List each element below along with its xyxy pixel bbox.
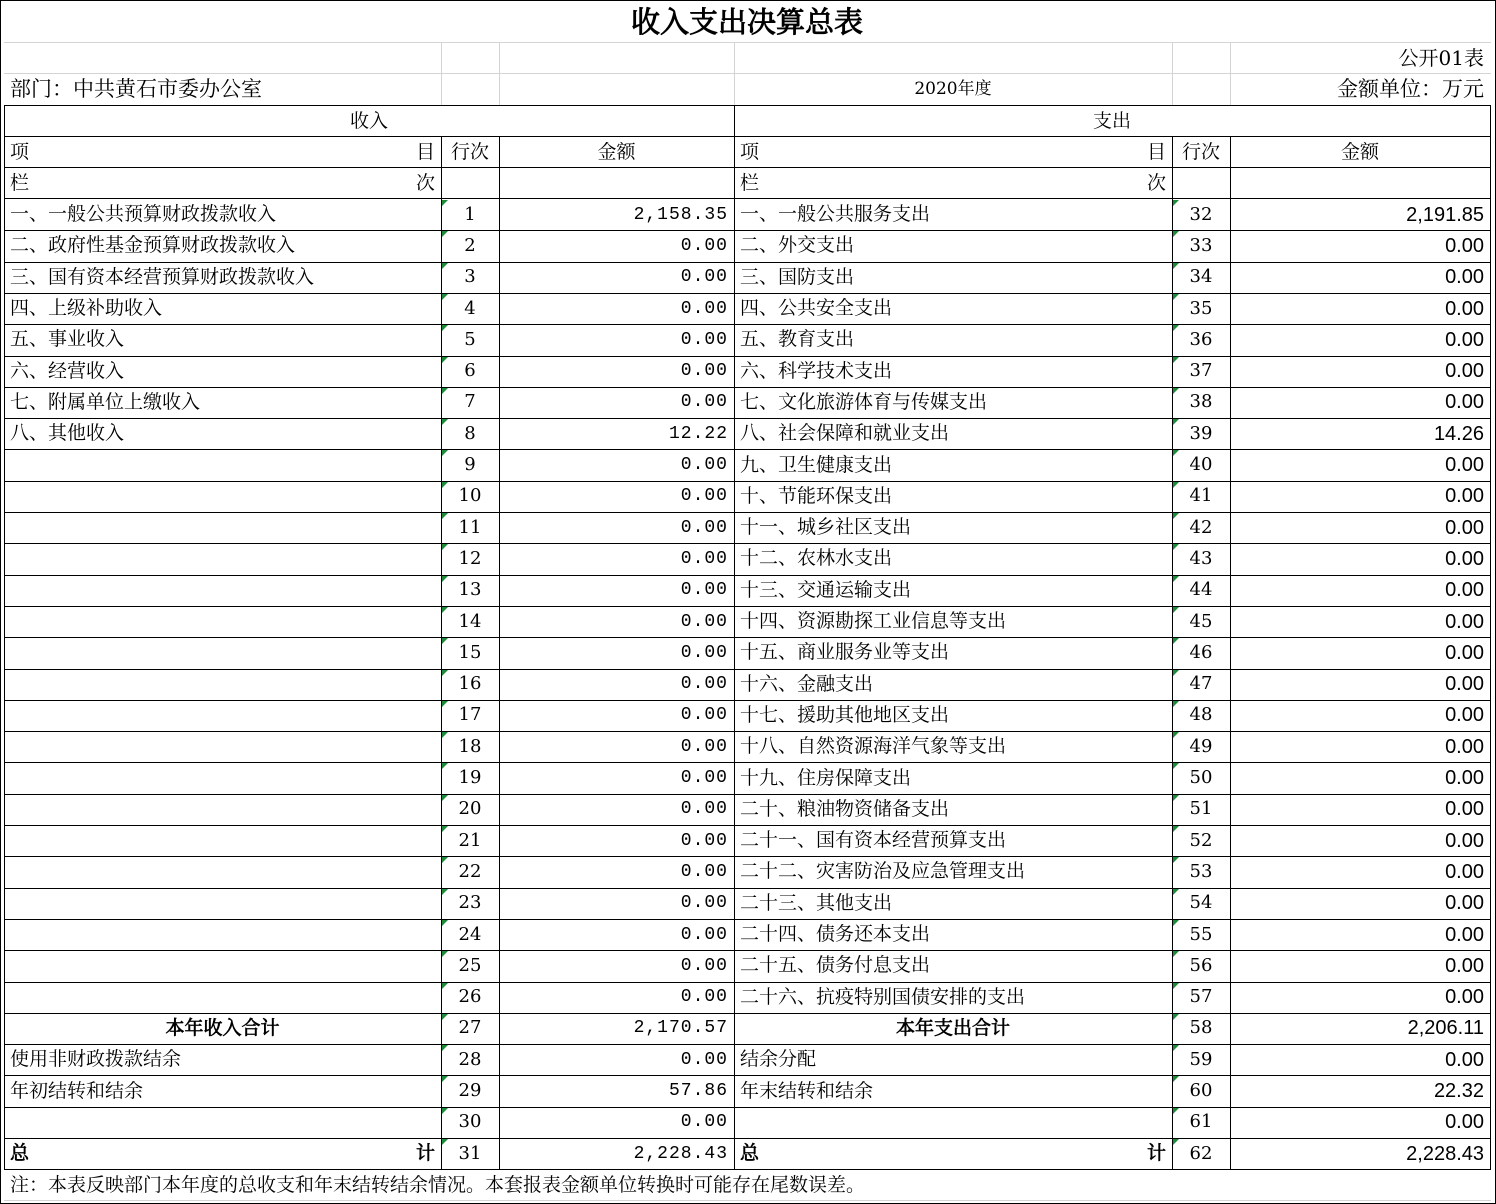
cell-note-marker — [442, 826, 448, 832]
expense-amount: 0.00 — [1445, 454, 1484, 477]
income-amount: 0.00 — [680, 768, 728, 789]
income-row-number: 14 — [458, 610, 482, 632]
income-row-number: 13 — [458, 579, 482, 601]
income-item-label — [4, 543, 441, 574]
expense-item-label: 七、文化旅游体育与传媒支出 — [740, 390, 988, 413]
income-amount: 0.00 — [680, 736, 728, 757]
income-amount: 0.00 — [680, 235, 728, 256]
expense-item-label: 一、一般公共服务支出 — [740, 203, 931, 226]
income-item-label — [4, 762, 441, 793]
income-item-label: 本年收入合计 — [165, 1016, 280, 1039]
income-amount: 0.00 — [680, 924, 728, 945]
income-item-label — [4, 606, 441, 637]
cell-note-marker — [442, 513, 448, 519]
expense-item-label: 二十、粮油物资储备支出 — [740, 797, 950, 820]
expense-row-number: 44 — [1189, 579, 1213, 601]
expense-amount: 0.00 — [1445, 735, 1484, 758]
expense-item-label: 二十六、抗疫特别国债安排的支出 — [740, 985, 1026, 1008]
income-item-label — [4, 575, 441, 606]
cell-note-marker — [1173, 576, 1179, 582]
expense-ci-label: 次 — [1146, 171, 1166, 194]
cell-note-marker — [442, 795, 448, 801]
income-row-number: 28 — [458, 1048, 482, 1070]
expense-row-number: 38 — [1189, 391, 1213, 413]
cell-note-marker — [442, 1108, 448, 1114]
grand-total-income-amount: 2,228.43 — [633, 1143, 728, 1164]
income-item-label: 二、政府性基金预算财政拨款收入 — [10, 234, 296, 257]
expense-item-label: 十九、住房保障支出 — [740, 766, 912, 789]
cell-note-marker — [1173, 1014, 1179, 1020]
expense-item-label: 十八、自然资源海洋气象等支出 — [740, 735, 1007, 758]
income-amount-header: 金额 — [597, 140, 636, 163]
expense-amount: 0.00 — [1445, 547, 1484, 570]
expense-row-number: 34 — [1189, 266, 1213, 288]
expense-amount: 2,206.11 — [1407, 1017, 1484, 1040]
expense-item-label: 十、节能环保支出 — [740, 484, 893, 507]
department-label: 部门：中共黄石市委办公室 — [10, 76, 262, 101]
expense-item-label: 十七、援助其他地区支出 — [740, 703, 950, 726]
income-row-number: 9 — [464, 454, 476, 476]
expense-rowno-header: 行次 — [1181, 140, 1220, 163]
expense-item-label: 十二、农林水支出 — [740, 547, 893, 570]
table-code: 公开01表 — [1398, 46, 1484, 70]
expense-amount: 0.00 — [1445, 579, 1484, 602]
expense-row-number: 32 — [1189, 203, 1213, 225]
expense-row-number: 45 — [1189, 610, 1213, 632]
expense-item-label: 十三、交通运输支出 — [740, 578, 912, 601]
expense-amount: 0.00 — [1445, 610, 1484, 633]
cell-note-marker — [442, 325, 448, 331]
expense-amount: 0.00 — [1445, 328, 1484, 351]
cell-note-marker — [1173, 357, 1179, 363]
expense-item-label: 二十四、债务还本支出 — [740, 923, 931, 946]
income-item-label — [4, 731, 441, 762]
income-amount: 0.00 — [680, 642, 728, 663]
income-amount: 0.00 — [680, 893, 728, 914]
cell-note-marker — [442, 920, 448, 926]
income-row-number: 23 — [458, 892, 482, 914]
cell-note-marker — [442, 357, 448, 363]
expense-item-label: 五、教育支出 — [740, 328, 855, 351]
cell-note-marker — [442, 419, 448, 425]
expense-amount: 0.00 — [1445, 860, 1484, 883]
grand-total-expense-rowno: 62 — [1189, 1142, 1213, 1164]
income-item-label: 八、其他收入 — [10, 422, 125, 445]
grand-total-label-right: 计 — [1146, 1142, 1166, 1165]
income-amount: 0.00 — [680, 329, 728, 350]
income-item-label — [4, 512, 441, 543]
income-row-number: 30 — [458, 1111, 482, 1133]
expense-amount: 0.00 — [1445, 360, 1484, 383]
expense-amount: 0.00 — [1445, 641, 1484, 664]
cell-note-marker — [442, 889, 448, 895]
expense-item-label: 年末结转和结余 — [740, 1079, 874, 1102]
income-amount: 0.00 — [680, 705, 728, 726]
income-row-number: 12 — [458, 547, 482, 569]
income-row-number: 29 — [458, 1080, 482, 1102]
cell-note-marker — [442, 1045, 448, 1051]
income-amount: 0.00 — [680, 580, 728, 601]
expense-header: 支出 — [1092, 109, 1131, 132]
table-border — [4, 105, 5, 1170]
income-item-label — [4, 637, 441, 668]
expense-row-number: 56 — [1189, 954, 1213, 976]
expense-item-label: 结余分配 — [740, 1048, 817, 1071]
expense-amount: 0.00 — [1445, 391, 1484, 414]
income-row-number: 24 — [458, 923, 482, 945]
expense-item-label — [734, 1107, 1172, 1138]
income-row-number: 11 — [458, 516, 482, 538]
income-row-number: 3 — [464, 266, 476, 288]
expense-amount: 0.00 — [1445, 767, 1484, 790]
income-row-number: 7 — [464, 391, 476, 413]
expense-item-label: 十六、金融支出 — [740, 672, 874, 695]
expense-amount: 0.00 — [1445, 892, 1484, 915]
expense-amount: 0.00 — [1445, 986, 1484, 1009]
income-amount: 0.00 — [680, 486, 728, 507]
expense-row-number: 46 — [1189, 641, 1213, 663]
income-item-label — [4, 919, 441, 950]
income-item-label — [4, 825, 441, 856]
income-row-number: 21 — [458, 829, 482, 851]
income-row-number: 10 — [458, 485, 482, 507]
grand-total-expense-amount: 2,228.43 — [1406, 1142, 1484, 1165]
expense-row-number: 49 — [1189, 735, 1213, 757]
page-title: 收入支出决算总表 — [630, 6, 863, 39]
income-item-label: 七、附属单位上缴收入 — [10, 390, 201, 413]
income-amount: 0.00 — [680, 987, 728, 1008]
expense-row-number: 43 — [1189, 547, 1213, 569]
expense-item-label: 九、卫生健康支出 — [740, 453, 893, 476]
expense-amount: 0.00 — [1445, 704, 1484, 727]
expense-amount: 0.00 — [1445, 798, 1484, 821]
page-border — [0, 0, 1, 1204]
expense-item-label: 八、社会保障和就业支出 — [740, 422, 950, 445]
cell-note-marker — [442, 294, 448, 300]
cell-note-marker — [442, 231, 448, 237]
expense-item-label: 十四、资源勘探工业信息等支出 — [740, 610, 1007, 633]
expense-item-label: 四、公共安全支出 — [740, 297, 893, 320]
expense-amount: 0.00 — [1445, 954, 1484, 977]
cell-note-marker — [1173, 1108, 1179, 1114]
income-item-label — [4, 856, 441, 887]
expense-row-number: 42 — [1189, 516, 1213, 538]
income-item-label — [4, 1107, 441, 1138]
income-row-number: 20 — [458, 798, 482, 820]
cell-note-marker — [442, 607, 448, 613]
income-row-number: 16 — [458, 673, 482, 695]
grand-total-label-right: 计 — [415, 1142, 435, 1165]
cell-note-marker — [442, 983, 448, 989]
income-item-col-right: 目 — [415, 140, 435, 163]
income-amount: 0.00 — [680, 830, 728, 851]
income-amount: 0.00 — [680, 1049, 728, 1070]
cell-note-marker — [442, 638, 448, 644]
cell-note-marker — [1173, 544, 1179, 550]
grid-line — [734, 42, 735, 105]
expense-item-label: 十五、商业服务业等支出 — [740, 641, 950, 664]
expense-amount: 0.00 — [1445, 1048, 1484, 1071]
cell-note-marker — [1173, 638, 1179, 644]
cell-note-marker — [1173, 388, 1179, 394]
expense-row-number: 48 — [1189, 704, 1213, 726]
expense-item-col-right: 目 — [1146, 140, 1166, 163]
cell-note-marker — [1173, 1045, 1179, 1051]
cell-note-marker — [442, 1014, 448, 1020]
income-row-number: 26 — [458, 986, 482, 1008]
income-row-number: 15 — [458, 641, 482, 663]
income-amount: 0.00 — [680, 861, 728, 882]
income-amount: 12.22 — [668, 423, 728, 444]
income-row-number: 1 — [464, 203, 476, 225]
cell-note-marker — [1173, 263, 1179, 269]
cell-note-marker — [1173, 1076, 1179, 1082]
expense-row-number: 50 — [1189, 767, 1213, 789]
income-amount: 0.00 — [680, 1112, 728, 1133]
expense-amount: 2,191.85 — [1406, 203, 1484, 226]
income-item-label — [4, 950, 441, 981]
fiscal-year: 2020年度 — [914, 78, 992, 99]
income-ci-label: 次 — [415, 171, 435, 194]
cell-note-marker — [1173, 826, 1179, 832]
table-border — [1490, 105, 1491, 1170]
expense-amount: 0.00 — [1445, 485, 1484, 508]
expense-item-label: 二、外交支出 — [740, 234, 855, 257]
expense-item-label: 二十二、灾害防治及应急管理支出 — [740, 860, 1026, 883]
income-row-number: 2 — [464, 234, 476, 256]
expense-item-label: 十一、城乡社区支出 — [740, 516, 912, 539]
income-rowno-header: 行次 — [450, 140, 489, 163]
cell-note-marker — [442, 544, 448, 550]
grid-line — [1172, 42, 1173, 105]
expense-row-number: 57 — [1189, 986, 1213, 1008]
income-row-number: 5 — [464, 328, 476, 350]
cell-note-marker — [442, 263, 448, 269]
expense-row-number: 55 — [1189, 923, 1213, 945]
income-item-label — [4, 982, 441, 1013]
cell-note-marker — [1173, 419, 1179, 425]
income-amount: 0.00 — [680, 799, 728, 820]
cell-note-marker — [1173, 1139, 1179, 1145]
cell-note-marker — [1173, 889, 1179, 895]
income-item-label — [4, 700, 441, 731]
cell-note-marker — [1173, 857, 1179, 863]
cell-note-marker — [442, 763, 448, 769]
cell-note-marker — [442, 1076, 448, 1082]
income-header: 收入 — [349, 109, 388, 132]
income-amount: 0.00 — [680, 298, 728, 319]
grid-line — [1230, 136, 1231, 1170]
grid-line — [4, 1200, 1491, 1201]
expense-amount: 0.00 — [1445, 829, 1484, 852]
expense-row-number: 53 — [1189, 860, 1213, 882]
expense-item-label: 本年支出合计 — [895, 1016, 1010, 1039]
expense-amount-header: 金额 — [1340, 140, 1379, 163]
expense-item-label: 二十三、其他支出 — [740, 891, 893, 914]
income-amount: 0.00 — [680, 455, 728, 476]
expense-row-number: 58 — [1189, 1017, 1213, 1039]
expense-row-number: 59 — [1189, 1048, 1213, 1070]
income-amount: 2,170.57 — [633, 1018, 728, 1039]
income-row-number: 8 — [464, 422, 476, 444]
cell-note-marker — [442, 670, 448, 676]
expense-row-number: 60 — [1189, 1080, 1213, 1102]
cell-note-marker — [1173, 983, 1179, 989]
expense-row-number: 36 — [1189, 328, 1213, 350]
income-item-label: 三、国有资本经营预算财政拨款收入 — [10, 265, 315, 288]
cell-note-marker — [1173, 763, 1179, 769]
cell-note-marker — [1173, 607, 1179, 613]
expense-amount: 0.00 — [1445, 234, 1484, 257]
expense-amount: 0.00 — [1445, 516, 1484, 539]
income-item-col-left: 项 — [10, 140, 30, 163]
cell-note-marker — [1173, 294, 1179, 300]
grid-line — [441, 42, 442, 105]
income-row-number: 25 — [458, 954, 482, 976]
grand-total-label-left: 总 — [740, 1142, 760, 1165]
expense-row-number: 40 — [1189, 454, 1213, 476]
cell-note-marker — [442, 200, 448, 206]
page-border — [0, 0, 1496, 1]
grid-line — [499, 136, 500, 1170]
income-row-number: 22 — [458, 860, 482, 882]
cell-note-marker — [1173, 513, 1179, 519]
income-row-number: 18 — [458, 735, 482, 757]
grid-line — [1172, 136, 1173, 1170]
grid-line — [1230, 42, 1231, 105]
expense-row-number: 47 — [1189, 673, 1213, 695]
income-amount: 0.00 — [680, 361, 728, 382]
expense-row-number: 41 — [1189, 485, 1213, 507]
cell-note-marker — [1173, 701, 1179, 707]
income-amount: 0.00 — [680, 267, 728, 288]
cell-note-marker — [442, 388, 448, 394]
income-row-number: 19 — [458, 767, 482, 789]
income-item-label: 五、事业收入 — [10, 328, 125, 351]
cell-note-marker — [1173, 670, 1179, 676]
expense-amount: 0.00 — [1445, 297, 1484, 320]
expense-row-number: 39 — [1189, 422, 1213, 444]
income-lan-label: 栏 — [10, 171, 30, 194]
income-row-number: 4 — [464, 297, 476, 319]
cell-note-marker — [442, 1139, 448, 1145]
income-item-label: 四、上级补助收入 — [10, 297, 163, 320]
income-item-label — [4, 794, 441, 825]
expense-row-number: 52 — [1189, 829, 1213, 851]
expense-row-number: 54 — [1189, 892, 1213, 914]
cell-note-marker — [1173, 920, 1179, 926]
cell-note-marker — [442, 951, 448, 957]
income-amount: 57.86 — [668, 1081, 728, 1102]
income-row-number: 6 — [464, 360, 476, 382]
expense-amount: 0.00 — [1445, 266, 1484, 289]
expense-item-label: 三、国防支出 — [740, 265, 855, 288]
cell-note-marker — [1173, 325, 1179, 331]
expense-item-label: 二十一、国有资本经营预算支出 — [740, 829, 1007, 852]
income-row-number: 27 — [458, 1017, 482, 1039]
cell-note-marker — [1173, 795, 1179, 801]
income-amount: 0.00 — [680, 674, 728, 695]
expense-lan-label: 栏 — [740, 171, 760, 194]
cell-note-marker — [1173, 732, 1179, 738]
expense-item-label: 六、科学技术支出 — [740, 359, 893, 382]
income-item-label — [4, 669, 441, 700]
cell-note-marker — [1173, 951, 1179, 957]
expense-amount: 0.00 — [1445, 923, 1484, 946]
amount-unit: 金额单位：万元 — [1337, 76, 1484, 101]
income-item-label — [4, 888, 441, 919]
expense-row-number: 35 — [1189, 297, 1213, 319]
expense-amount: 14.26 — [1433, 422, 1484, 445]
income-item-label: 使用非财政拨款结余 — [10, 1048, 182, 1071]
income-amount: 2,158.35 — [633, 204, 728, 225]
income-item-label: 六、经营收入 — [10, 359, 125, 382]
expense-amount: 0.00 — [1445, 673, 1484, 696]
cell-note-marker — [442, 482, 448, 488]
income-item-label: 一、一般公共预算财政拨款收入 — [10, 203, 277, 226]
income-item-label — [4, 449, 441, 480]
cell-note-marker — [442, 576, 448, 582]
grand-total-label-left: 总 — [10, 1142, 30, 1165]
cell-note-marker — [1173, 450, 1179, 456]
expense-item-label: 二十五、债务付息支出 — [740, 954, 931, 977]
expense-row-number: 37 — [1189, 360, 1213, 382]
table-divider — [734, 105, 735, 1170]
expense-row-number: 33 — [1189, 234, 1213, 256]
cell-note-marker — [442, 450, 448, 456]
income-amount: 0.00 — [680, 611, 728, 632]
grid-line — [441, 136, 442, 1170]
footnote: 注：本表反映部门本年度的总收支和年末结转结余情况。本套报表金额单位转换时可能存在尾数误差。 — [10, 1173, 866, 1196]
expense-amount: 0.00 — [1445, 1111, 1484, 1134]
cell-note-marker — [1173, 200, 1179, 206]
cell-note-marker — [1173, 482, 1179, 488]
expense-row-number: 61 — [1189, 1111, 1213, 1133]
expense-row-number: 51 — [1189, 798, 1213, 820]
income-amount: 0.00 — [680, 392, 728, 413]
income-amount: 0.00 — [680, 548, 728, 569]
cell-note-marker — [442, 701, 448, 707]
cell-note-marker — [442, 857, 448, 863]
grand-total-income-rowno: 31 — [458, 1142, 482, 1164]
expense-item-col-left: 项 — [740, 140, 760, 163]
cell-note-marker — [1173, 231, 1179, 237]
income-item-label: 年初结转和结余 — [10, 1079, 144, 1102]
grid-line — [499, 42, 500, 105]
income-row-number: 17 — [458, 704, 482, 726]
income-amount: 0.00 — [680, 517, 728, 538]
expense-amount: 22.32 — [1433, 1080, 1484, 1103]
cell-note-marker — [442, 732, 448, 738]
income-amount: 0.00 — [680, 955, 728, 976]
income-item-label — [4, 481, 441, 512]
